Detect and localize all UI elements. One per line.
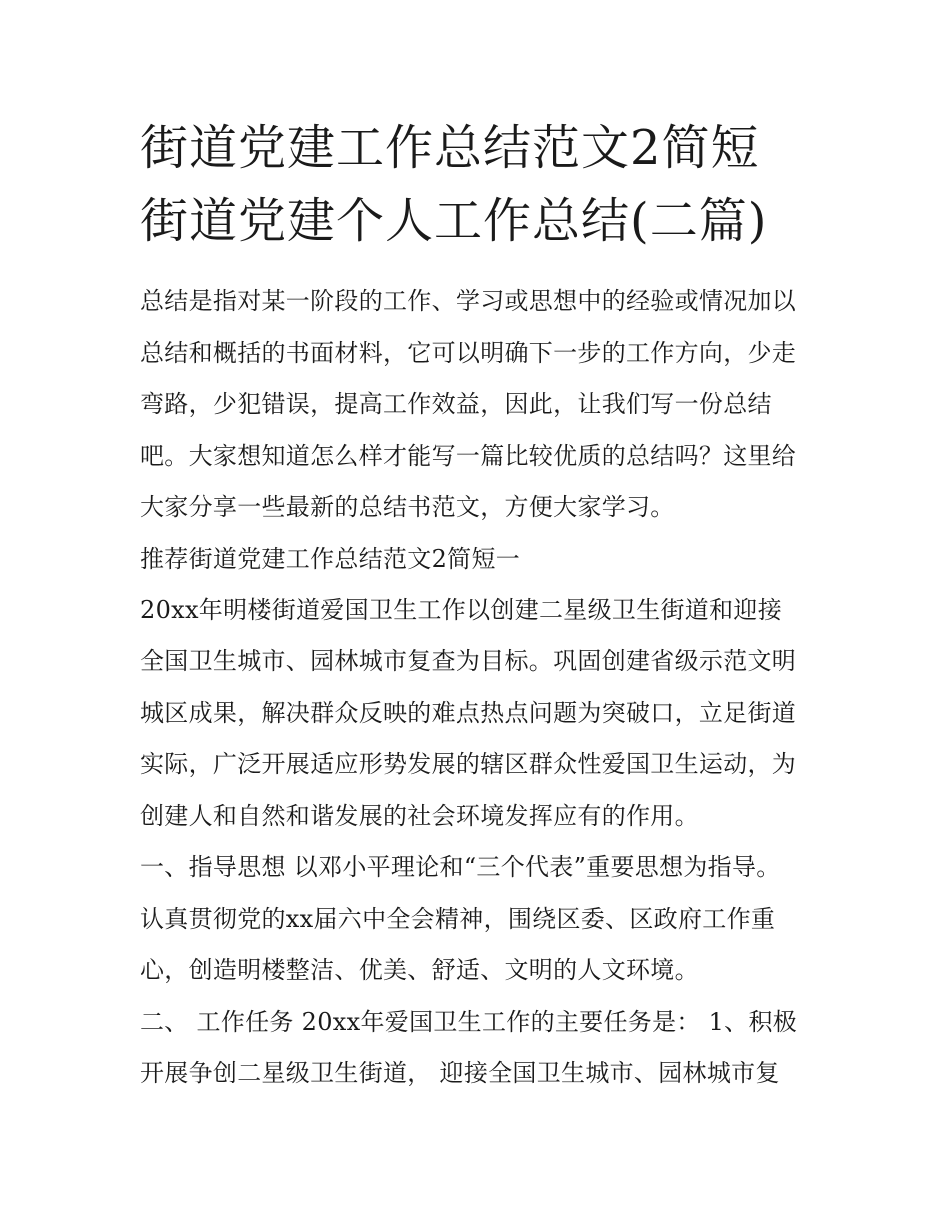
body-line: 认真贯彻党的xx届六中全会精神，围绕区委、区政府工作重	[140, 904, 776, 933]
body-line: 吧。大家想知道怎么样才能写一篇比较优质的总结吗？这里给	[140, 441, 797, 470]
title-line-1: 街道党建工作总结范文2简短	[140, 120, 760, 176]
body-line: 弯路，少犯错误，提高工作效益，因此，让我们写一份总结	[140, 390, 772, 418]
body-line: 开展争创二星级卫生街道， 迎接全国卫生城市、园林城市复	[140, 1059, 780, 1087]
section-heading: 推荐街道党建工作总结范文2简短一	[140, 544, 521, 573]
body-line: 20xx年明楼街道爱国卫生工作以创建二星级卫生街道和迎接	[140, 595, 783, 624]
body-line: 大家分享一些最新的总结书范文，方便大家学习。	[140, 493, 675, 521]
body-line: 二、 工作任务 20xx年爱国卫生工作的主要任务是： 1、积极	[140, 1007, 798, 1036]
body-line: 实际，广泛开展适应形势发展的辖区群众性爱国卫生运动，为	[140, 750, 797, 778]
body-line: 一、指导思想 以邓小平理论和“三个代表”重要思想为指导。	[140, 853, 781, 881]
body-line: 心，创造明楼整洁、优美、舒适、文明的人文环境。	[140, 956, 699, 984]
body-line: 创建人和自然和谐发展的社会环境发挥应有的作用。	[140, 801, 699, 830]
body-line: 总结和概括的书面材料，它可以明确下一步的工作方向，少走	[140, 338, 797, 367]
body-line: 全国卫生城市、园林城市复查为目标。巩固创建省级示范文明	[140, 647, 797, 675]
title-line-2: 街道党建个人工作总结(二篇)	[140, 193, 768, 249]
body-line: 总结是指对某一阶段的工作、学习或思想中的经验或情况加以	[140, 287, 797, 315]
document-title	[140, 112, 840, 258]
body-line: 城区成果，解决群众反映的难点热点问题为突破口，立足街道	[140, 698, 797, 727]
document-body	[140, 280, 820, 1104]
